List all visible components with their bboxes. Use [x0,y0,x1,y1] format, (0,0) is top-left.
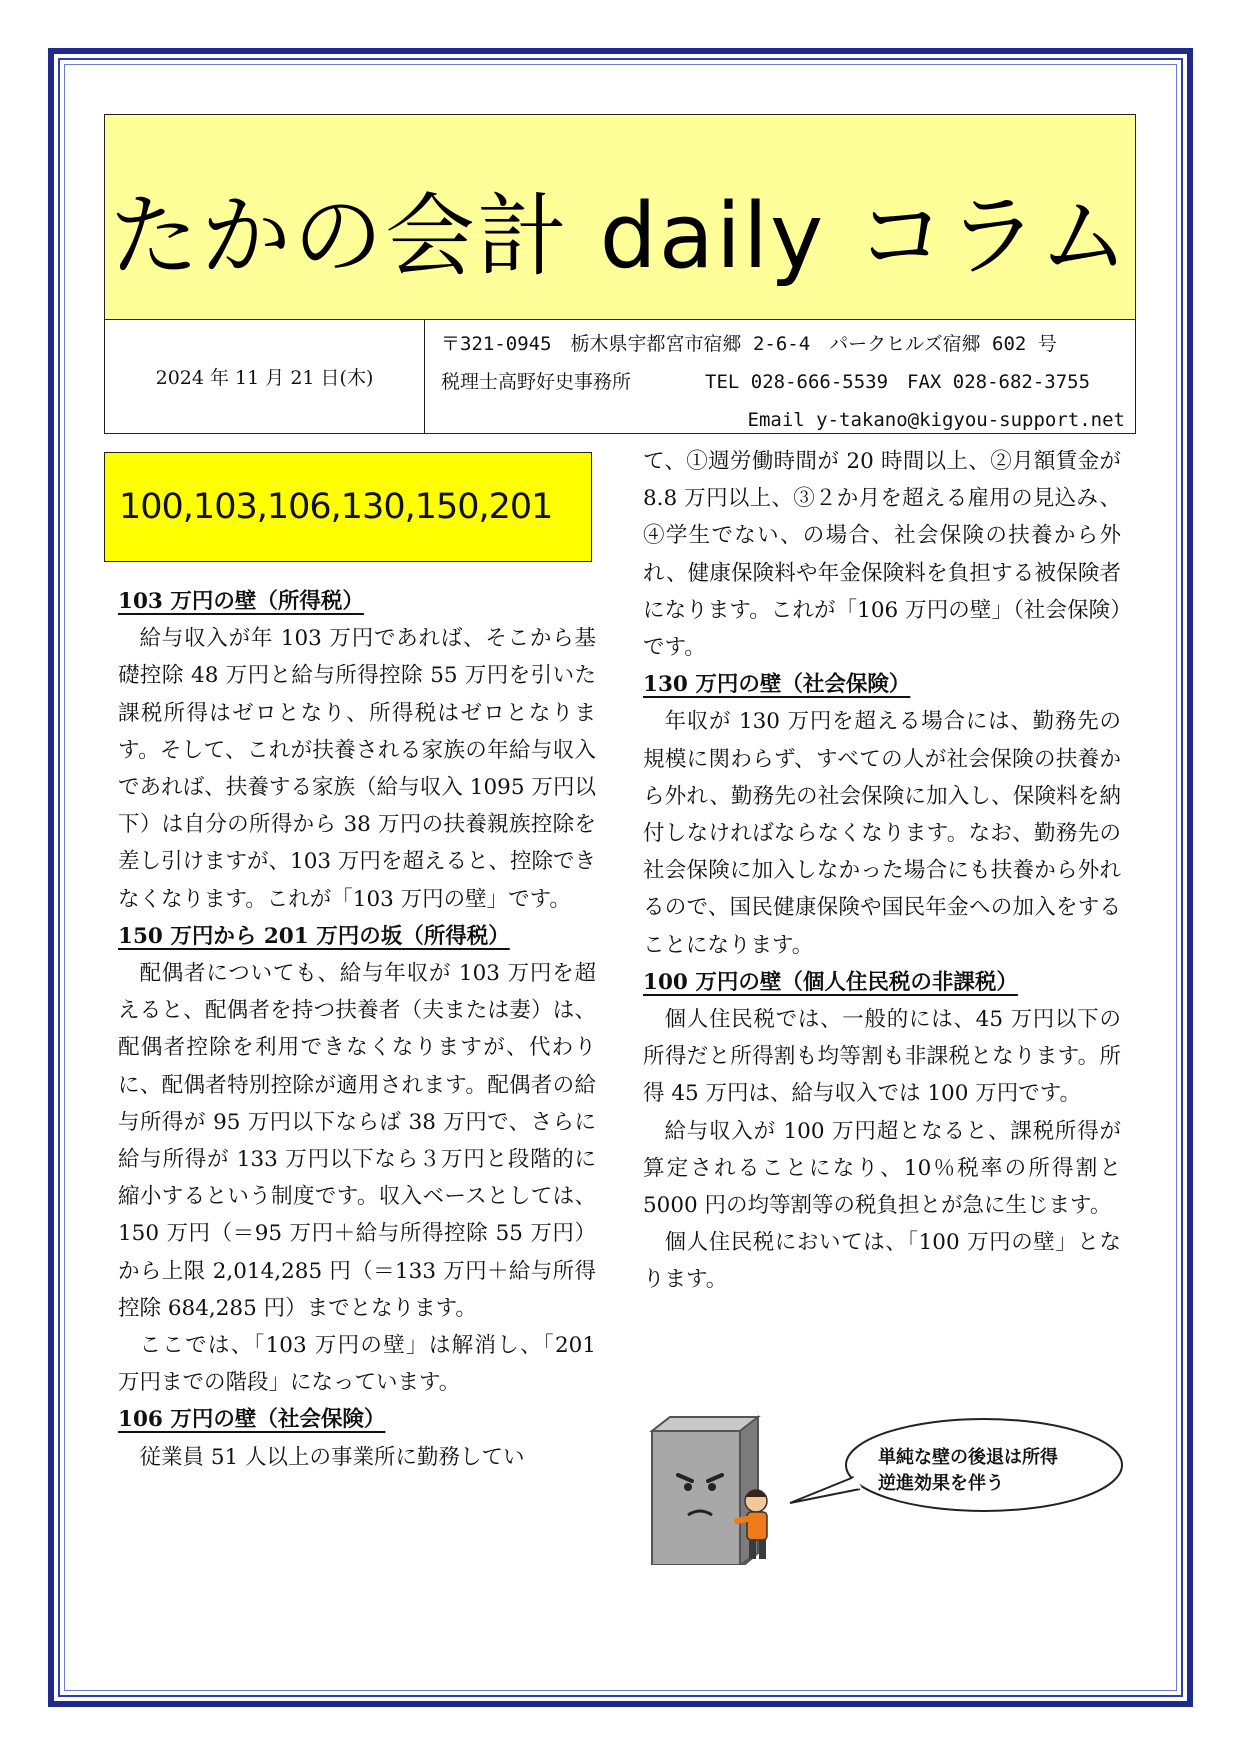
paragraph: 個人住民税では、一般的には、45 万円以下の所得だと所得割も均等割も非課税となります。所得 45 万円は、給与収入では 100 万円です。 [643,1007,1121,1107]
angry-wall-icon [652,1417,758,1565]
paragraph: 年収が 130 万円を超える場合には、勤務先の規模に関わらず、すべての人が社会保険の扶養から外れ、勤務先の社会保険に加入し、保険料を納付しなければならなくなります。なお、勤務先の社会保険に加入しなかった場合にも扶養から外れるので、国民健康保険や国民年金への加入をすることになります。 [643,709,1121,958]
office-address: 〒321-0945 栃木県宇都宮市宿郷 2-6-4 パークヒルズ宿郷 602 号 [441,333,1057,355]
paragraph: 給与収入が 100 万円超となると、課税所得が算定されることになり、10％税率の所得割と 5000 円の均等割等の税負担とが急に生じます。 [643,1118,1121,1219]
office-email: Email y-takano@kigyou-support.net [747,409,1125,431]
headline-numbers: 100,103,106,130,150,201 [119,487,553,527]
paragraph: 配偶者についても、給与年収が 103 万円を超えると、配偶者を持つ扶養者（夫または妻）は、配偶者控除を利用できなくなりますが、代わりに、配偶者特別控除が適用されます。配偶者の給与所得が 95 万円以下ならば 38 万円で、さらに給与所得が 133 万円以下なら３万円と段階的に縮小するという制度です。収入ベースとしては、150 万円（＝95 万円＋給与所得控除 55 万円）から上限 2,014,285 円（＝133 万円＋給与所得控除 684,285 円）までとなります。 [118,961,596,1321]
paragraph: 給与収入が年 103 万円であれば、そこから基礎控除 48 万円と給与所得控除 55 万円を引いた課税所得はゼロとなり、所得税はゼロとなります。そして、これが扶養される家族の年給与収入であれば、扶養する家族（給与収入 1095 万円以下）は自分の所得から 38 万円の扶養親族控除を差し引けますが、103 万円を超えると、控除できなくなります。これが「103 万円の壁」です。 [118,626,596,912]
paragraph: ここでは、「103 万円の壁」は解消し、「201 万円までの階段」になっています。 [118,1333,596,1396]
section-heading: 106 万円の壁（社会保険） [118,1407,386,1433]
office-name-phone [441,363,1125,401]
section-heading: 130 万円の壁（社会保険） [643,672,911,698]
section-heading: 150 万円から 201 万円の坂（所得税） [118,923,510,949]
article-left-column [118,583,596,1476]
speech-bubble-text: 単純な壁の後退は所得逆進効果を伴う [878,1447,1058,1494]
title-band [105,115,1135,320]
office-name: 税理士高野好史事務所 [441,371,632,393]
section-heading: 103 万円の壁（所得税） [118,589,364,614]
paragraph: て、①週労働時間が 20 時間以上、②月額賃金が 8.8 万円以上、③２か月を超える雇用の見込み、④学生でない、の場合、社会保険の扶養から外れ、健康保険料や年金保険料を負担する被保険者になります。これが「106 万円の壁」（社会保険）です。 [643,449,1121,661]
office-phone-fax: TEL 028-666-5539 FAX 028-682-3755 [705,371,1091,393]
office-contact [441,325,1125,439]
issue-date [105,320,425,433]
article-right-column [643,443,1121,1299]
paragraph: 個人住民税においては、「100 万円の壁」となります。 [643,1230,1121,1293]
newsletter-title: たかの会計 daily コラム [109,184,1131,289]
paragraph: 従業員 51 人以上の事業所に勤務してい [139,1444,525,1470]
issue-date-text: 2024 年 11 月 21 日(木) [155,367,374,389]
headline-numbers-box [104,452,592,562]
section-heading: 100 万円の壁（個人住民税の非課税） [643,969,1018,995]
newsletter-header [104,114,1136,434]
